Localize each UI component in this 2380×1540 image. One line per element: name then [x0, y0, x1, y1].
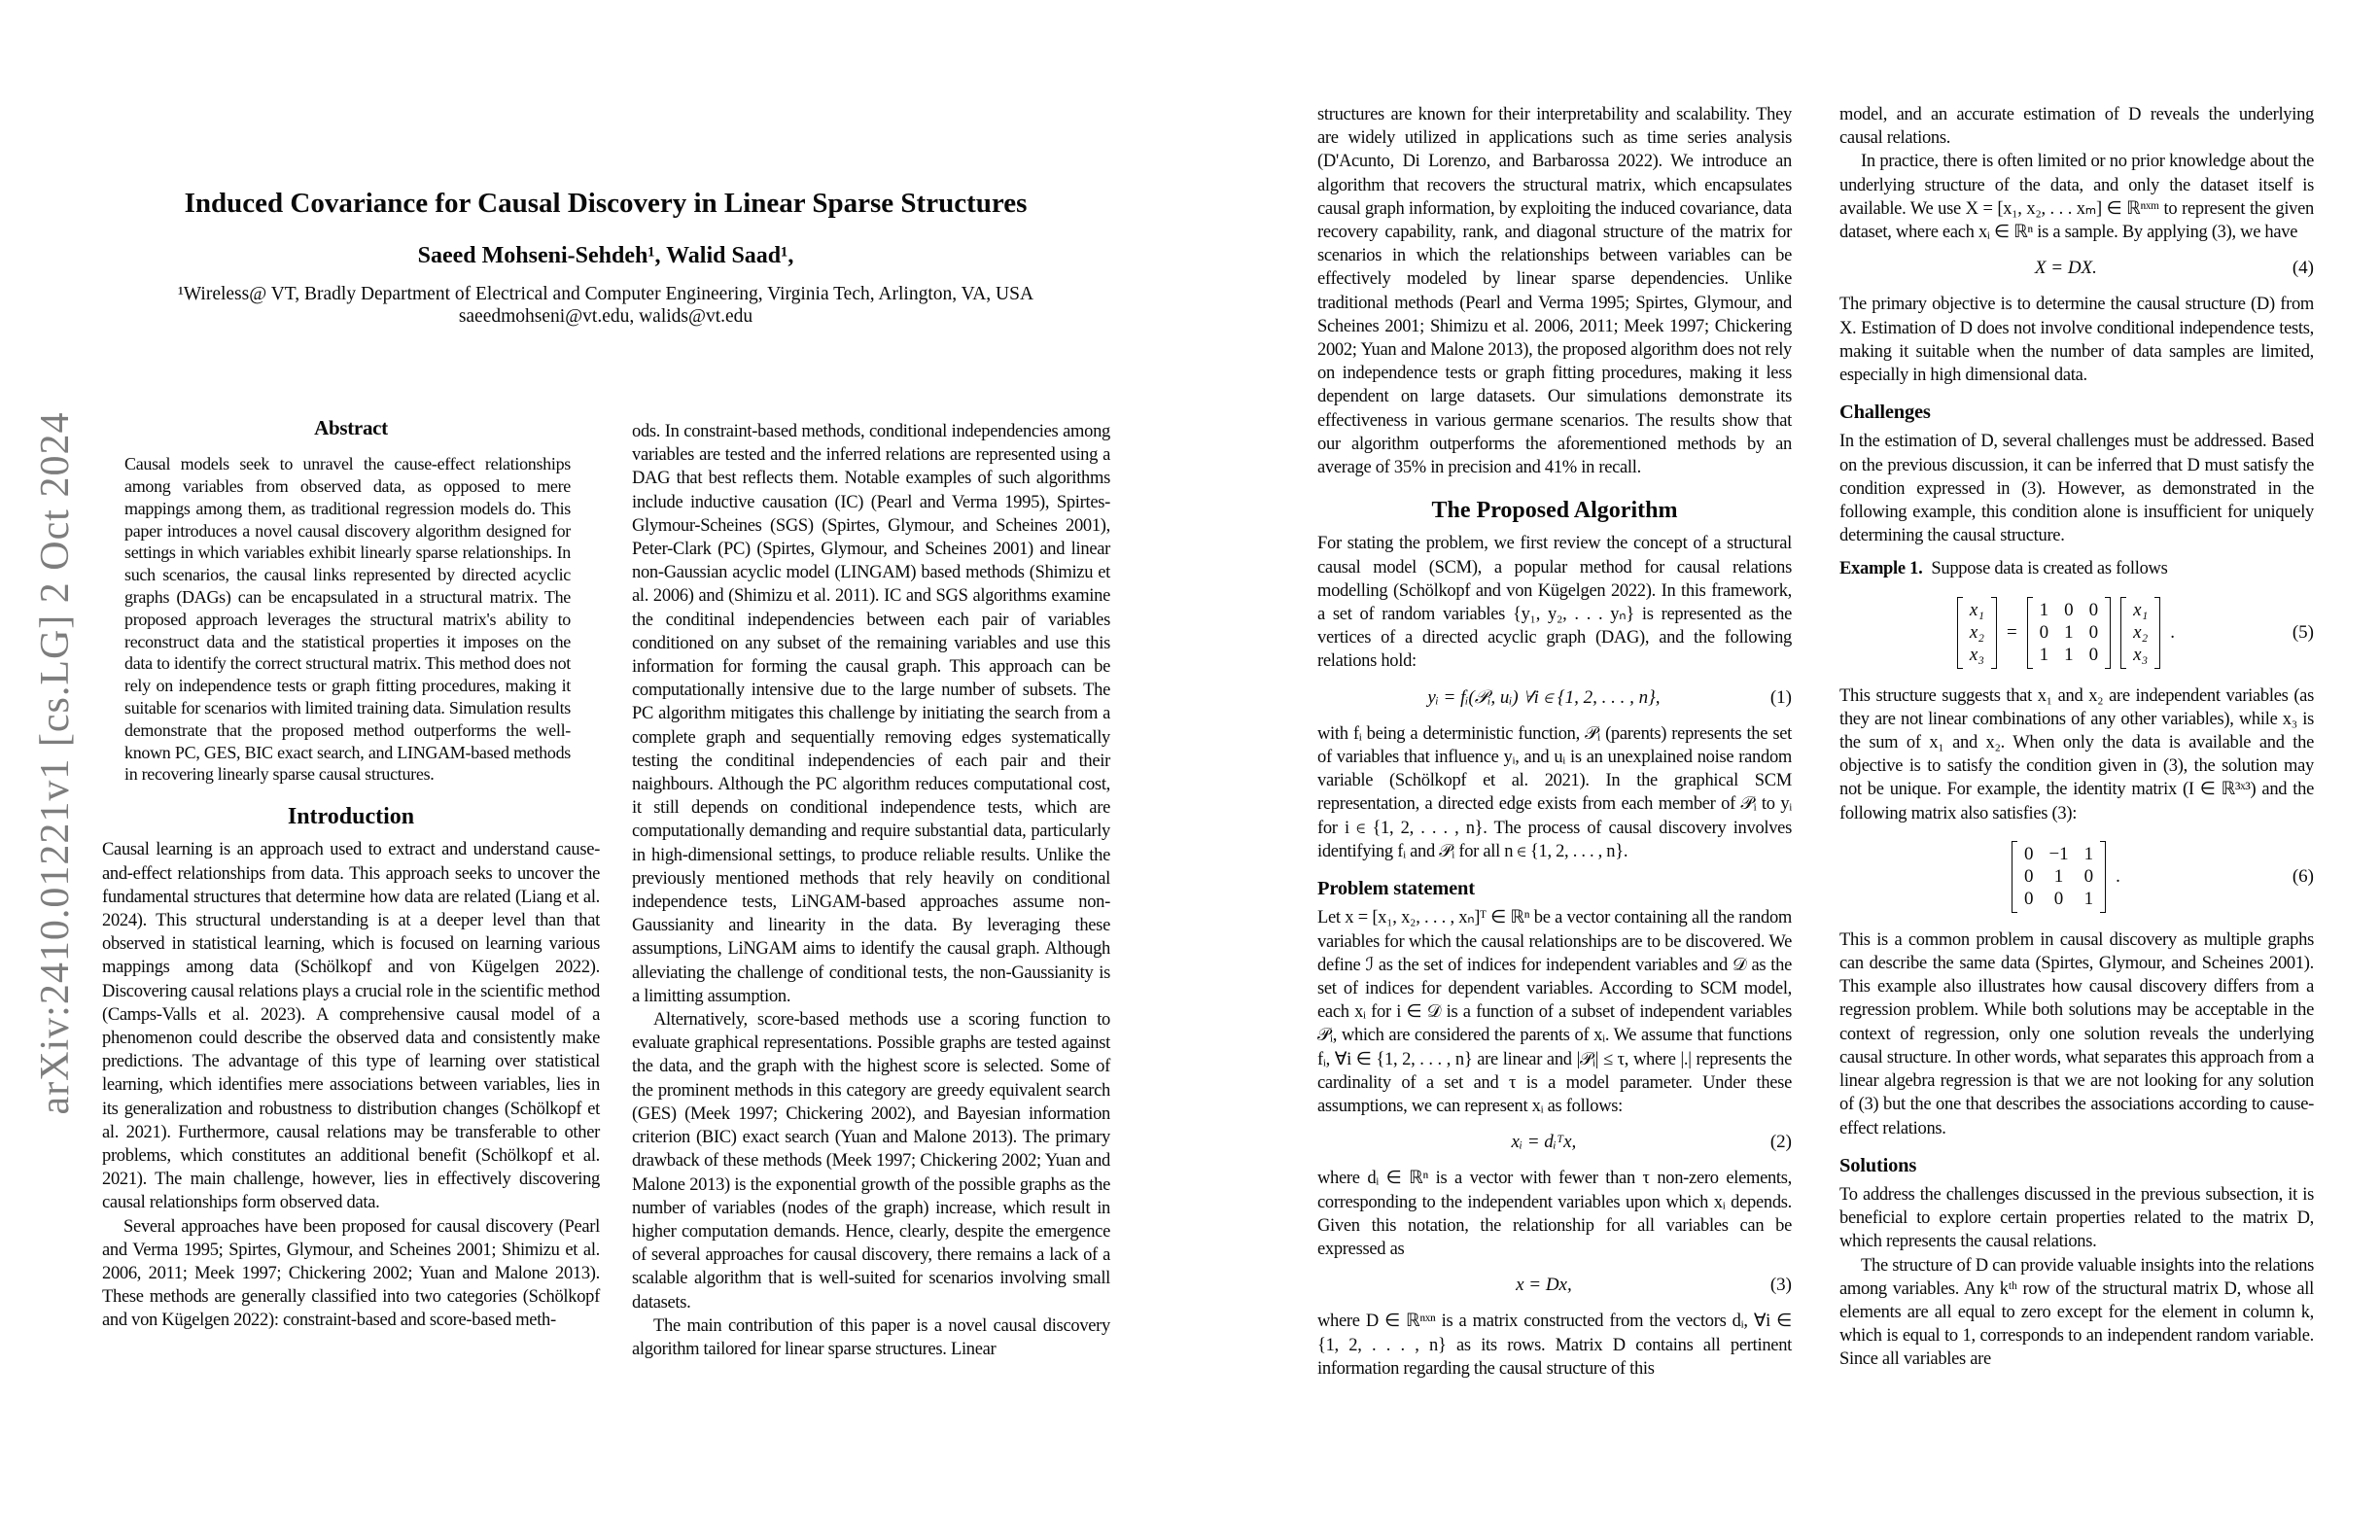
- paragraph: For stating the problem, we first review the concept of a structural causal model (SCM), a popular method for causal relations modelling (Schölkopf and von Kügelgen 2022). In this framework, a set of random variables {y₁, y₂, . . . yₙ} is represented as the vertices of a directed acyclic graph (DAG), and the following relations hold:: [1317, 534, 1792, 672]
- author-emails: saeedmohseni@vt.edu, walids@vt.edu: [458, 306, 753, 327]
- vector-cell: x₃: [1969, 644, 1984, 665]
- abstract-text: Causal models seek to unravel the cause-effect relationships among variables from observed data, as opposed to mere mappings among them, as traditional regression models do. This paper introduces a novel causal discovery algorithm designed for settings in which variables exhibit linearly sparse relationships. In such scenarios, the causal links represented by directed acyclic graphs (DAGs) can be encapsulated in a structural matrix. The proposed approach leverages the structural matrix's ability to reconstruct data and the statistical properties it imposes on the data to identify the correct structural matrix. This method does not rely on independence tests or graph fitting procedures, making it suitable for scenarios with limited training data. Simulation results demonstrate that the proposed method outperforms the well-known PC, GES, BIC exact search, and LINGAM-based methods in recovering linearly sparse causal structures.: [124, 454, 571, 785]
- section-heading-introduction: Introduction: [287, 804, 415, 830]
- title-block: [92, 187, 1119, 328]
- paragraph: Let x = [x₁, x₂, . . . , xₙ]ᵀ ∈ ℝⁿ be a vector containing all the random variables for which the causal relationships are to be discovered. We define ℐ as the set of indices for independent variables and 𝒟 as the set of indices for dependent variables. According to SCM model, each xᵢ for i ∈ 𝒟 is a function of a subset of independent variables 𝒫ᵢ, which are considered the parents of xᵢ. We assume that functions fᵢ, ∀i ∈ {1, 2, . . . , n} are linear and |𝒫ᵢ| ≤ τ, where |.| represents the cardinality of a set and τ is a model parameter. Under these assumptions, we can represent xᵢ as follows:: [1317, 908, 1792, 1116]
- equation-body: x = Dx,: [1516, 1275, 1572, 1296]
- paragraph: where dᵢ ∈ ℝⁿ is a vector with fewer than τ non-zero elements, corresponding to the independent variables upon which xᵢ depends. Given this notation, the relationship for all variables can be expressed as: [1317, 1169, 1792, 1259]
- matrix-cell: 0: [2064, 599, 2074, 620]
- equation-number: (4): [2292, 258, 2314, 279]
- paragraph: To address the challenges discussed in the previous subsection, it is beneficial to explore certain properties related to the matrix D, which represents the causal relations.: [1839, 1184, 2314, 1252]
- vector-rhs: [2120, 597, 2160, 669]
- paragraph: with fᵢ being a deterministic function, 𝒫ᵢ (parents) represents the set of variables that influence yᵢ, and uᵢ is an unexplained noise random variable (Schölkopf et al. 2021). In the graphical SCM representation, a directed edge exists from each member of 𝒫ᵢ to yᵢ for i ∈ {1, 2, . . . , n}. The process of causal discovery involves identifying fᵢ and 𝒫ᵢ for all n ∈ {1, 2, . . . , n}.: [1317, 723, 1792, 861]
- paragraph: This structure suggests that x₁ and x₂ are independent variables (as they are not linear combinations of any other variables), while x₃ is the sum of x₁ and x₂. When only the data is available and the objective is to satisfy the condition given in (3), the solution may not be unique. For example, the identity matrix (I ∈ ℝ³ˣ³) and the following matrix also satisfies (3):: [1839, 685, 2314, 823]
- equation-number: (2): [1769, 1132, 1792, 1153]
- matrix-cell: 0: [2083, 865, 2094, 887]
- matrix-cell: 0: [2023, 843, 2034, 864]
- equation-period: .: [2170, 621, 2175, 643]
- matrix-eq5: [2027, 597, 2112, 669]
- equation-1: [1317, 686, 1792, 710]
- authors: Saeed Mohseni-Sehdeh¹, Walid Saad¹,: [417, 243, 794, 268]
- paragraph: model, and an accurate estimation of D reveals the underlying causal relations.: [1839, 105, 2314, 149]
- affiliation: ¹Wireless@ VT, Bradly Department of Electrical and Computer Engineering, Virginia Tech, Arlington, VA, USA: [177, 284, 1034, 304]
- vector-cell: x₂: [1969, 621, 1984, 643]
- page2-column-2: [1839, 103, 2314, 1372]
- matrix-cell: 1: [2039, 644, 2049, 665]
- subsection-heading-challenges: Challenges: [1839, 402, 1931, 424]
- paragraph: In the estimation of D, several challenges must be addressed. Based on the previous discussion, it can be inferred that D must satisfy the condition expressed in (3). However, as demonstrated in the following example, this condition alone is insufficient for uniquely determining the causal structure.: [1839, 432, 2314, 546]
- matrix-cell: −1: [2048, 843, 2069, 864]
- equation-body: yᵢ = fᵢ(𝒫ᵢ, uᵢ) ∀i ∈ {1, 2, . . . , n},: [1427, 686, 1661, 708]
- page1-column-1: [102, 416, 600, 1333]
- equation-number: (6): [2292, 865, 2314, 887]
- matrix-cell: 0: [2088, 621, 2099, 643]
- equation-number: (1): [1769, 686, 1792, 708]
- matrix-cell: 1: [2064, 644, 2074, 665]
- subsection-heading-solutions: Solutions: [1839, 1154, 1917, 1176]
- equation-number: (5): [2292, 621, 2314, 643]
- matrix-eq6: [2012, 841, 2106, 913]
- example-text: Suppose data is created as follows: [1931, 559, 2168, 579]
- equals-sign: =: [2006, 621, 2017, 643]
- paragraph: This is a common problem in causal discovery as multiple graphs can describe the same data (Spirtes, Glymour, and Scheines 2001). This example also illustrates how causal discovery differs from a regression problem. While both solutions may be acceptable in the context of regression, only one solution reveals the underlying causal structure. In other words, what separates this approach from a linear algebra regression is that we are not looking for any solution of (3) but the one that describes the associations according to cause-effect relations.: [1839, 929, 2314, 1138]
- matrix-cell: 1: [2083, 843, 2094, 864]
- equation-4: [1839, 257, 2314, 280]
- paper-title: Induced Covariance for Causal Discovery in Linear Sparse Structures: [184, 188, 1028, 219]
- paragraph: The main contribution of this paper is a novel causal discovery algorithm tailored for linear sparse structures. Linear: [632, 1315, 1110, 1359]
- paragraph: structures are known for their interpretability and scalability. They are widely utilized in applications such as time series analysis (D'Acunto, Di Lorenzo, and Barbarossa 2022). We introduce an algorithm that recovers the structural matrix, which encapsulates causal graph information, by exploiting the induced covariance, data recovery capability, rank, and diagonal structure of the matrix for scenarios in which the relationships between variables can be effectively modeled by linear sparse dependencies. Unlike traditional methods (Pearl and Verma 1995; Spirtes, Glymour, and Scheines 2001; Shimizu et al. 2006, 2011; Meek 1997; Chickering 2002; Yuan and Malone 2013), the proposed algorithm does not rely on independence tests or graph fitting procedures, making it less dependent on large datasets. Our simulations demonstrate its effectiveness in various germane scenarios. The results show that our algorithm outperforms the aforementioned methods by an average of 35% in precision and 41% in recall.: [1317, 105, 1792, 478]
- page1-column-2: [632, 420, 1110, 1361]
- equation-body: X = DX.: [2034, 258, 2097, 279]
- paragraph: Several approaches have been proposed for causal discovery (Pearl and Verma 1995; Spirtes, Glymour, and Scheines 2001; Shimizu et al. 2006, 2011; Meek 1997; Chickering 2002; Yuan and Malone 2013). These methods are generally classified into two categories (Schölkopf and von Kügelgen 2022): constraint-based and score-based meth-: [102, 1216, 600, 1331]
- section-heading-proposed-algorithm: The Proposed Algorithm: [1431, 498, 1678, 524]
- equation-period: .: [2116, 865, 2120, 887]
- vector-cell: x₁: [2133, 599, 2149, 620]
- paragraph: In practice, there is often limited or no prior knowledge about the underlying structure of the data, and only the dataset itself is available. We use X = [x₁, x₂, . . . xₘ] ∈ ℝⁿˣᵐ to represent the given dataset, where each xᵢ ∈ ℝⁿ is a sample. By applying (3), we have: [1839, 152, 2314, 243]
- paragraph: Causal learning is an approach used to extract and understand cause-and-effect relationships from data. This approach seeks to uncover the fundamental structures that determine how data are related (Liang et al. 2024). This structural understanding is at a deeper level than that observed in statistical learning, which is focused on learning various mappings among data (Schölkopf and von Kügelgen 2022). Discovering causal relations plays a crucial role in the scientific method (Camps-Valls et al. 2023). A comprehensive causal model of a phenomenon could describe the observed data and consistently make predictions. The advantage of this type of learning over statistical learning, which identifies mere associations between variables, lies in its generalization and robustness to distribution changes (Schölkopf et al. 2021). Furthermore, causal relations may be transferable to other problems, which constitutes an additional benefit (Schölkopf et al. 2021). The main challenge, however, lies in effectively discovering causal relationships form observed data.: [102, 840, 600, 1213]
- equation-2: [1317, 1131, 1792, 1154]
- vector-cell: x₂: [2133, 621, 2149, 643]
- paragraph: Alternatively, score-based methods use a scoring function to evaluate graphical representations. Possible graphs are tested against the data, and the graph with the highest score is selected. Some of the prominent methods in this category are greedy equivalent search (GES) (Meek 1997; Chickering 2002), and Bayesian information criterion (BIC) exact search (Yuan and Malone 2013). The primary drawback of these methods (Meek 1997; Chickering 2002; Yuan and Malone 2013) is the exponential growth of the possible graphs as the number of variables (nodes of the graph) increase, which result in higher computation demands. Hence, clearly, despite the emergence of several approaches for causal discovery, there remains a lack of a scalable algorithm that is well-suited for scenarios involving small datasets.: [632, 1010, 1110, 1312]
- arxiv-watermark: arXiv:2410.01221v1 [cs.LG] 2 Oct 2024: [33, 411, 78, 1115]
- matrix-cell: 0: [2039, 621, 2049, 643]
- equation-number: (3): [1769, 1275, 1792, 1296]
- paragraph: The primary objective is to determine the causal structure (D) from X. Estimation of D does not involve conditional independence tests, making it suitable when the number of data samples are limited, especially in high dimensional data.: [1839, 295, 2314, 386]
- matrix-cell: 1: [2053, 865, 2064, 887]
- matrix-cell: 0: [2088, 599, 2099, 620]
- subsection-heading-problem-statement: Problem statement: [1317, 878, 1475, 900]
- matrix-cell: 1: [2039, 599, 2049, 620]
- page2-column-1: [1317, 103, 1792, 1381]
- equation-body: xᵢ = dᵢᵀx,: [1511, 1132, 1577, 1153]
- matrix-cell: 0: [2023, 865, 2034, 887]
- matrix-cell: 0: [2088, 644, 2099, 665]
- matrix-cell: 1: [2064, 621, 2074, 643]
- equation-3: [1317, 1274, 1792, 1297]
- equation-5: [1839, 597, 2314, 669]
- abstract-heading: Abstract: [314, 416, 388, 439]
- matrix-cell: 1: [2083, 888, 2094, 909]
- vector-cell: x₁: [1969, 599, 1984, 620]
- paragraph: where D ∈ ℝⁿˣⁿ is a matrix constructed from the vectors dᵢ, ∀i ∈ {1, 2, . . . , n} as its rows. Matrix D contains all pertinent information regarding the causal structure of this: [1317, 1312, 1792, 1379]
- paragraph: ods. In constraint-based methods, conditional independencies among variables are tested and the inferred relations are represented using a DAG that best reflects them. Notable examples of such algorithms include inductive causation (IC) (Pearl and Verma 1995), Spirtes-Glymour-Scheines (SGS) (Spirtes, Glymour, and Scheines 2001), Peter-Clark (PC) (Spirtes, Glymour, and Scheines 2001) and linear non-Gaussian acyclic model (LINGAM) based methods (Shimizu et al. 2006) and (Shimizu et al. 2011). IC and SGS algorithms examine the conditinal independencies between each pair of variables conditioned on any subset of the remaining variables and use this information for forming the causal graph. This approach can be computationally intensive due to the large number of subsets. The PC algorithm mitigates this challenge by initiating the search from a complete graph and sequentially removing edges systematically testing the conditinal independencies of each pair and their naighbours. Although the PC algorithm reduces computational cost, it still depends on conditional independence tests, which are computationally demanding and require substantial data, particularly in high-dimensional settings, to produce reliable results. Unlike the previously mentioned methods that rely heavily on conditional independence tests, LiNGAM-based approaches assume non-Gaussianity and linearity in the data. By leveraging these assumptions, LiNGAM aims to identify the causal graph. Although alleviating the challenge of conditional tests, the non-Gaussianity is a limitting assumption.: [632, 422, 1110, 1006]
- vector-cell: x₃: [2133, 644, 2149, 665]
- example-1: [1839, 557, 2314, 580]
- matrix-cell: 0: [2023, 888, 2034, 909]
- vector-lhs: [1957, 597, 1997, 669]
- matrix-cell: 0: [2053, 888, 2064, 909]
- example-label: Example 1.: [1839, 559, 1923, 579]
- paragraph: The structure of D can provide valuable insights into the relations among variables. Any kᵗʰ row of the structural matrix D, whose all elements are all equal to zero except for the element in column k, which is equal to 1, corresponds to an independent random variable. Since all variables are: [1839, 1255, 2314, 1370]
- equation-6: [1839, 841, 2314, 913]
